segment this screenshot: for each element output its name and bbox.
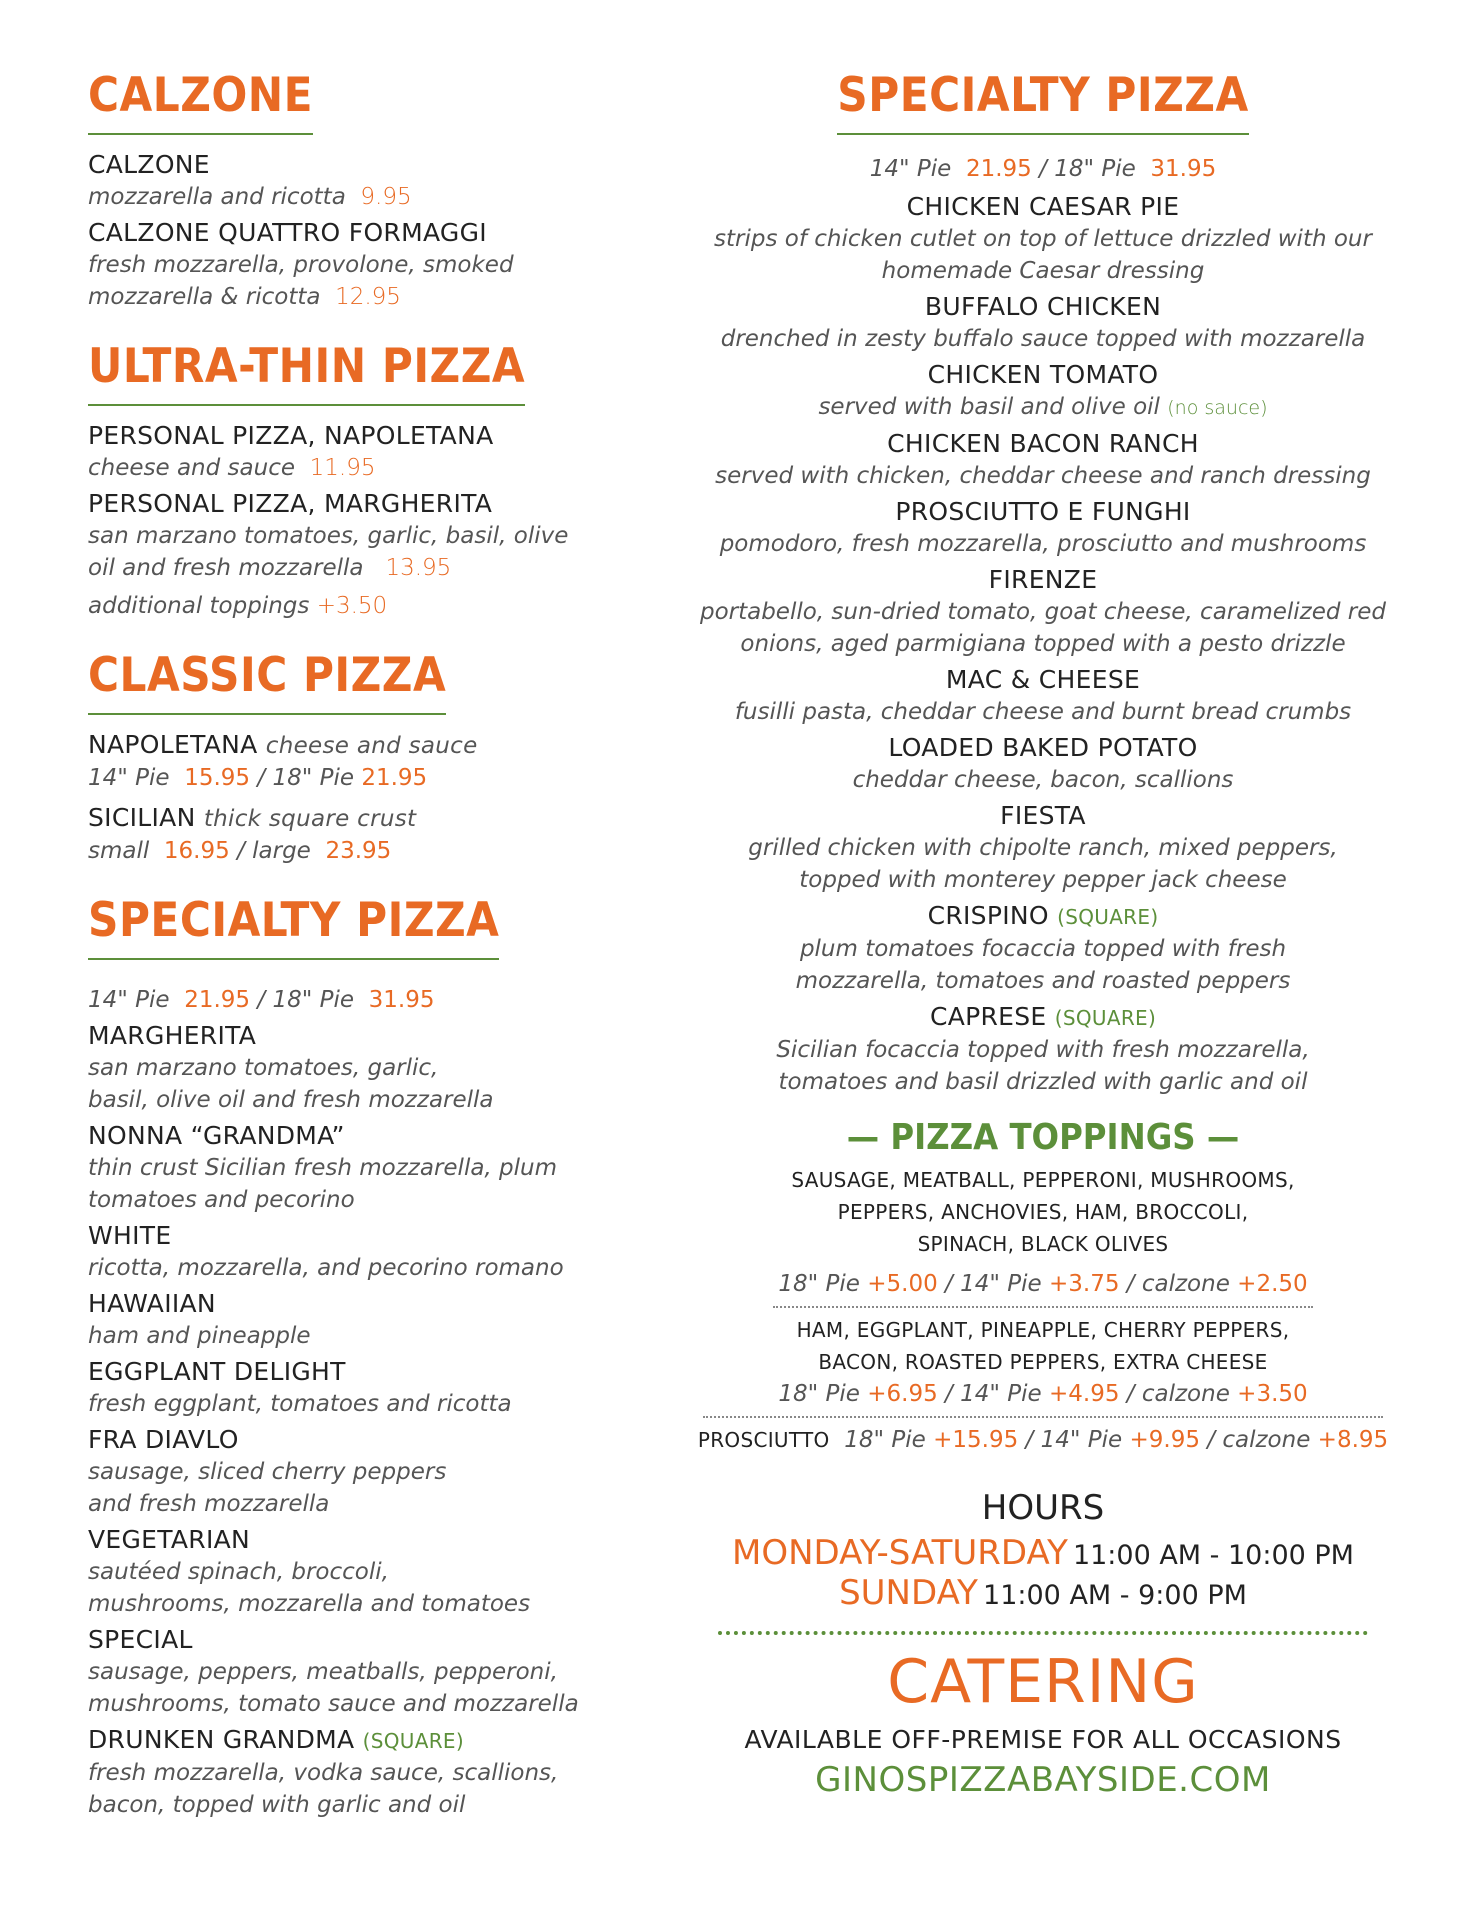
item-desc: fresh mozzarella, vodka sauce, scallions, — [88, 1760, 559, 1786]
item-desc: sautéed spinach, broccoli, — [88, 1559, 389, 1585]
menu-item — [88, 1120, 648, 1216]
item-name: PROSCIUTTO E FUNGHI — [895, 497, 1191, 526]
menu-item — [88, 1220, 648, 1284]
item-name: CRISPINO — [927, 901, 1049, 930]
menu-item — [690, 496, 1396, 560]
left-column — [88, 68, 648, 1821]
item-desc: mozzarella, tomatoes and roasted peppers — [795, 968, 1291, 994]
separator: / — [1039, 156, 1047, 182]
item-price: 21.95 — [184, 987, 251, 1013]
catering-heading: CATERING — [887, 1646, 1199, 1717]
menu-item — [88, 1424, 648, 1520]
toppings-list: SPINACH, BLACK OLIVES — [917, 1232, 1169, 1256]
menu-item — [88, 802, 648, 867]
item-desc: pomodoro, fresh mozzarella, prosciutto and mushrooms — [719, 531, 1367, 557]
item-name: FRA DIAVLO — [88, 1425, 239, 1454]
catering-section — [690, 1646, 1396, 1800]
item-name: HAWAIIAN — [88, 1289, 216, 1318]
toppings-list: SAUSAGE, MEATBALL, PEPPERONI, MUSHROOMS, — [791, 1168, 1295, 1192]
item-desc: plum tomatoes focaccia topped with fresh — [799, 936, 1287, 962]
item-name: NONNA “GRANDMA” — [88, 1121, 345, 1150]
item-desc: grilled chicken with chipolte ranch, mixed peppers, — [748, 835, 1338, 861]
item-desc: sausage, peppers, meatballs, pepperoni, — [88, 1659, 558, 1685]
menu-item — [88, 217, 648, 313]
item-name: FIESTA — [1000, 801, 1086, 830]
size-label: calzone — [1141, 1271, 1230, 1297]
item-name: WHITE — [88, 1221, 172, 1250]
item-desc: sausage, sliced cherry peppers — [88, 1459, 447, 1485]
size-label: 18" Pie — [844, 1427, 926, 1453]
item-name: CAPRESE — [929, 1002, 1047, 1031]
menu-item — [690, 732, 1396, 796]
menu-item — [690, 191, 1396, 287]
item-desc: san marzano tomatoes, garlic, — [88, 1055, 439, 1081]
size-label: calzone — [1222, 1427, 1311, 1453]
menu-item — [690, 359, 1396, 424]
separator: / — [237, 838, 245, 864]
item-desc: fresh eggplant, tomatoes and ricotta — [88, 1391, 512, 1417]
ultra-thin-heading: ULTRA-THIN PIZZA — [88, 343, 525, 406]
item-name: CHICKEN BACON RANCH — [887, 429, 1199, 458]
item-price: 31.95 — [368, 987, 435, 1013]
item-price: +8.95 — [1317, 1427, 1389, 1453]
toppings-section — [690, 1117, 1396, 1456]
size-label: large — [252, 838, 311, 864]
separator: / — [1025, 1427, 1034, 1453]
classic-heading: CLASSIC PIZZA — [88, 652, 446, 715]
item-desc: cheese and sauce — [88, 455, 295, 481]
item-price: +4.95 — [1048, 1381, 1120, 1407]
menu-item — [88, 149, 648, 213]
size-label: 14" Pie — [960, 1381, 1042, 1407]
hours-day: SUNDAY — [839, 1572, 978, 1613]
size-label: 18" Pie — [778, 1271, 860, 1297]
hours-section — [690, 1488, 1396, 1613]
item-name: SPECIAL — [88, 1625, 193, 1654]
separator: / — [1207, 1427, 1216, 1453]
item-price: +2.50 — [1237, 1271, 1308, 1297]
size-label: small — [88, 838, 150, 864]
specialty-section-left — [88, 893, 648, 1821]
square-tag: (SQUARE) — [362, 1729, 464, 1753]
separator: / — [257, 765, 266, 791]
size-label: 14" Pie — [869, 156, 952, 182]
topping-name: PROSCIUTTO — [697, 1428, 830, 1452]
item-name: CALZONE QUATTRO FORMAGGI — [88, 218, 487, 247]
item-name: BUFFALO CHICKEN — [924, 292, 1162, 321]
specialty-heading: SPECIALTY PIZZA — [88, 897, 499, 960]
item-desc: Sicilian focaccia topped with fresh mozzarella, — [776, 1037, 1310, 1063]
hours-time: 11:00 AM - 10:00 PM — [1072, 1539, 1354, 1571]
menu-item — [88, 1624, 648, 1720]
item-desc: fresh mozzarella, provolone, smoked — [88, 252, 514, 278]
item-name: CHICKEN CAESAR PIE — [906, 192, 1180, 221]
item-name: FIRENZE — [988, 565, 1098, 594]
separator: / — [945, 1381, 953, 1407]
item-price: +3.75 — [1048, 1271, 1120, 1297]
item-desc: thin crust Sicilian fresh mozzarella, plum — [88, 1155, 558, 1181]
menu-item — [88, 420, 648, 484]
item-price: +3.50 — [1237, 1381, 1308, 1407]
green-dotted-divider — [718, 1631, 1368, 1635]
item-desc: thick square crust — [203, 806, 417, 832]
item-name: EGGPLANT DELIGHT — [88, 1357, 346, 1386]
specialty-heading: SPECIALTY PIZZA — [837, 72, 1248, 135]
square-tag: (SQUARE) — [1054, 1006, 1157, 1030]
website-link[interactable]: GINOSPIZZABAYSIDE.COM — [815, 1759, 1271, 1800]
menu-item — [690, 800, 1396, 896]
menu-item — [88, 1356, 648, 1420]
toppings-list: HAM, EGGPLANT, PINEAPPLE, CHERRY PEPPERS, — [796, 1318, 1290, 1342]
item-desc: served with chicken, cheddar cheese and ranch dressing — [715, 463, 1371, 489]
separator: / — [257, 987, 266, 1013]
size-label: 18" Pie — [1054, 156, 1136, 182]
separator: / — [1126, 1271, 1135, 1297]
menu-item — [690, 664, 1396, 728]
item-name: CALZONE — [88, 150, 210, 179]
item-name: MARGHERITA — [88, 1021, 257, 1050]
hours-time: 11:00 AM - 9:00 PM — [983, 1579, 1247, 1611]
item-name: PERSONAL PIZZA, NAPOLETANA — [88, 421, 494, 450]
item-desc: oil and fresh mozzarella — [88, 555, 364, 581]
menu-item — [88, 1524, 648, 1620]
item-name: NAPOLETANA — [88, 730, 258, 759]
item-name: VEGETARIAN — [88, 1525, 251, 1554]
menu-item — [88, 1724, 648, 1821]
additional-toppings-label: additional toppings — [88, 593, 310, 619]
item-name: MAC & CHEESE — [945, 665, 1141, 694]
size-label: 14" Pie — [960, 1271, 1042, 1297]
item-name: DRUNKEN GRANDMA — [88, 1725, 355, 1754]
size-label: 18" Pie — [272, 765, 355, 791]
item-desc: topped with monterey pepper jack cheese — [799, 867, 1287, 893]
item-desc: mozzarella & ricotta — [88, 284, 321, 310]
item-desc: cheddar cheese, bacon, scallions — [852, 767, 1234, 793]
item-name: LOADED BAKED POTATO — [888, 733, 1198, 762]
item-desc: fusilli pasta, cheddar cheese and burnt bread crumbs — [734, 699, 1352, 725]
size-label: 18" Pie — [778, 1381, 860, 1407]
item-desc: tomatoes and pecorino — [88, 1187, 355, 1213]
item-desc: mushrooms, tomato sauce and mozzarella — [88, 1691, 579, 1717]
additional-toppings-price: +3.50 — [316, 593, 388, 619]
item-desc: drenched in zesty buffalo sauce topped with mozzarella — [720, 326, 1366, 352]
menu-item — [88, 1020, 648, 1116]
item-price: 15.95 — [184, 765, 251, 791]
item-price: 21.95 — [361, 765, 428, 791]
menu-item — [690, 291, 1396, 355]
item-note: (no sauce) — [1167, 397, 1268, 419]
square-tag: (SQUARE) — [1057, 905, 1159, 929]
toppings-list: PEPPERS, ANCHOVIES, HAM, BROCCOLI, — [837, 1200, 1249, 1224]
menu-item — [88, 488, 648, 584]
item-name: PERSONAL PIZZA, MARGHERITA — [88, 489, 493, 518]
right-column — [690, 68, 1396, 1800]
separator: / — [1126, 1381, 1135, 1407]
hours-heading: HOURS — [981, 1488, 1105, 1528]
menu-item — [88, 729, 648, 794]
hours-day: MONDAY-SATURDAY — [732, 1532, 1068, 1573]
item-desc: onions, aged parmigiana topped with a pesto drizzle — [740, 631, 1346, 657]
item-desc: portabello, sun-dried tomato, goat cheese, caramelized red — [699, 599, 1387, 625]
item-price: 23.95 — [325, 838, 392, 864]
item-desc: served with basil and olive oil — [818, 394, 1160, 420]
menu-item — [88, 1288, 648, 1352]
calzone-heading: CALZONE — [88, 72, 313, 135]
separator: / — [945, 1271, 953, 1297]
menu-item — [690, 1001, 1396, 1098]
size-label: 18" Pie — [272, 987, 355, 1013]
size-label: 14" Pie — [88, 987, 170, 1013]
item-desc: bacon, topped with garlic and oil — [88, 1792, 466, 1818]
size-label: calzone — [1141, 1381, 1230, 1407]
item-price: 21.95 — [965, 156, 1032, 182]
item-desc: homemade Caesar dressing — [881, 258, 1205, 284]
menu-item — [690, 900, 1396, 997]
item-price: +9.95 — [1129, 1427, 1200, 1453]
catering-text: AVAILABLE OFF-PREMISE FOR ALL OCCASIONS — [744, 1724, 1342, 1754]
item-desc: ricotta, mozzarella, and pecorino romano — [88, 1255, 564, 1281]
item-price: 16.95 — [163, 838, 230, 864]
item-desc: mushrooms, mozzarella and tomatoes — [88, 1591, 531, 1617]
item-desc: tomatoes and basil drizzled with garlic and oil — [778, 1069, 1308, 1095]
toppings-list: BACON, ROASTED PEPPERS, EXTRA CHEESE — [818, 1350, 1268, 1374]
menu-item — [690, 564, 1396, 660]
item-desc: basil, olive oil and fresh mozzarella — [88, 1087, 494, 1113]
item-price: 12.95 — [335, 284, 401, 310]
dotted-divider — [703, 1416, 1383, 1418]
item-name: CHICKEN TOMATO — [927, 360, 1159, 389]
item-desc: san marzano tomatoes, garlic, basil, olive — [88, 523, 569, 549]
ultra-thin-section — [88, 339, 648, 622]
calzone-section — [88, 68, 648, 313]
item-price: 11.95 — [309, 455, 376, 481]
item-price: +5.00 — [867, 1271, 938, 1297]
item-desc: ham and pineapple — [88, 1323, 311, 1349]
item-desc: and fresh mozzarella — [88, 1491, 330, 1517]
toppings-heading: — PIZZA TOPPINGS — — [846, 1117, 1240, 1158]
item-desc: cheese and sauce — [265, 733, 478, 759]
item-price: 31.95 — [1150, 156, 1217, 182]
item-name: SICILIAN — [88, 803, 196, 832]
classic-section — [88, 648, 648, 867]
specialty-section-right — [690, 68, 1396, 1098]
item-desc: mozzarella and ricotta — [88, 184, 346, 210]
item-price: 9.95 — [360, 184, 412, 210]
menu-item — [690, 428, 1396, 492]
size-label: 14" Pie — [88, 765, 170, 791]
item-desc: strips of chicken cutlet on top of lettuce drizzled with our — [714, 226, 1372, 252]
item-price: 13.95 — [385, 555, 452, 581]
size-label: 14" Pie — [1040, 1427, 1123, 1453]
item-price: +6.95 — [867, 1381, 938, 1407]
item-price: +15.95 — [933, 1427, 1019, 1453]
dotted-divider — [773, 1306, 1313, 1308]
